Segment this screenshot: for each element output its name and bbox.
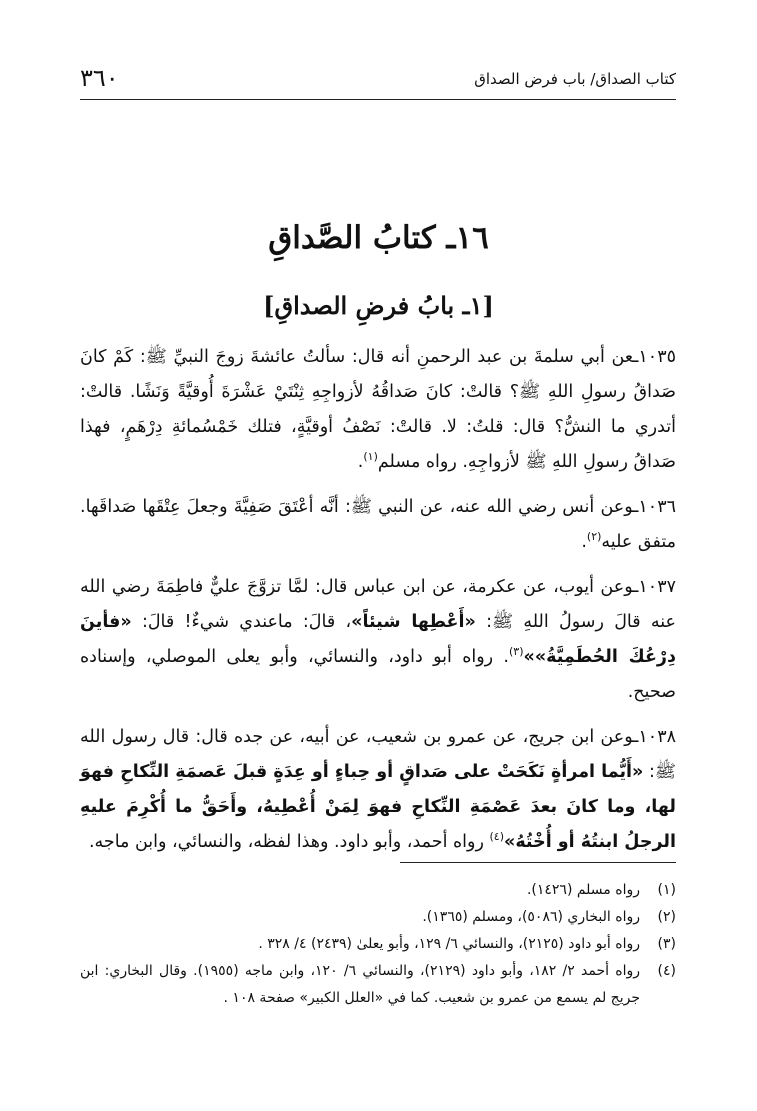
footnote-text: رواه مسلم (١٤٢٦). xyxy=(526,882,640,898)
hadith-text: وعن أيوب، عن عكرمة، عن ابن عباس قال: لمَّا تزوَّجَ عليٌّ فاطِمَةَ رضي الله عنه قالَ رسولُ اللهِ ﷺ: xyxy=(80,577,676,632)
footnote-ref: (٣) xyxy=(509,645,524,659)
page-header xyxy=(80,63,676,97)
footnotes xyxy=(80,877,676,1012)
chapter-title: ١٦ـ كتابُ الصَّداقِ xyxy=(268,220,489,256)
header-rule xyxy=(80,99,676,100)
prophetic-quote: «أَيُّما امرأةٍ نَكَحَتْ على صَداقٍ أو حِباءٍ أو عِدَةٍ قبلَ عَصمَةِ النِّكاحِ فهوَ لها، وما كانَ بعدَ عَصْمَةِ النِّكاحِ فهوَ لِمَنْ أُعْطِيهُ، وأَحَقُّ ما أُكْرِمَ عليهِ الرجلُ ابنتُهُ أو أُخْتُهُ» xyxy=(80,762,676,852)
hadith-text: . رواه أبو داود، والنسائي، وأبو يعلى الموصلي، وإسناده صحيح. xyxy=(80,647,676,702)
footnote-marker: (٤) xyxy=(657,963,676,979)
hadith-text: وعن أنس رضي الله عنه، عن النبي ﷺ: أنَّه أعْتَقَ صَفِيَّةَ وجعلَ عِتْقَها صَداقَها. متفق عليه xyxy=(80,497,676,552)
hadith-1037 xyxy=(80,570,676,710)
hadith-number: ١٠٣٨ـ xyxy=(633,727,676,747)
footnote-rule xyxy=(400,862,676,863)
hadith-1038 xyxy=(80,720,676,860)
footnote-ref: (٢) xyxy=(586,530,602,544)
footnote-text: رواه البخاري (٥٠٨٦)، ومسلم (١٣٦٥). xyxy=(422,909,640,925)
footnote-3 xyxy=(80,931,676,958)
footnote-ref: (١) xyxy=(363,450,378,464)
hadith-text: . xyxy=(357,452,364,472)
hadith-text: . xyxy=(581,532,587,552)
footnote-ref: (٤) xyxy=(489,830,505,844)
prophetic-quote: «فأينَ دِرْعُكَ الحُطَمِيَّةُ»» xyxy=(80,612,676,667)
hadith-number: ١٠٣٥ـ xyxy=(633,347,676,367)
running-title: كتاب الصداق/ باب فرض الصداق xyxy=(474,70,676,88)
footnote-1 xyxy=(80,877,676,904)
hadith-text: ، قالَ: ماعندي شيءٌ! قالَ: xyxy=(131,612,352,632)
hadith-text: وعن ابن جريج، عن عمرو بن شعيب، عن أبيه، عن جده قال: قال رسول الله ﷺ: xyxy=(80,727,676,782)
footnote-4 xyxy=(80,958,676,1012)
footnote-marker: (٣) xyxy=(657,936,676,952)
footnote-2 xyxy=(80,904,676,931)
hadith-text: رواه أحمد، وأبو داود. وهذا لفظه، والنسائي، وابن ماجه. xyxy=(88,832,490,852)
hadith-number: ١٠٣٧ـ xyxy=(633,577,676,597)
hadith-text: عن أبي سلمةَ بن عبد الرحمنِ أنه قال: سألتُ عائشةَ زوجَ النبيِّ ﷺ: كَمْ كانَ صَداقُ رسولِ اللهِ ﷺ؟ قالتْ: كانَ صَداقُهُ لأزواجِهِ ثِنْتَيْ عَشْرَةَ أُوقيَّةً وَنَشًا. قالتْ: أتدري ما النشُّ؟ قال: قلتُ: لا. قالتْ: نَصْفُ أوقيَّةٍ، فتلك خَمْسُمائةِ دِرْهَمٍ، فهذا صَداقُ رسولِ اللهِ ﷺ لأزواجِهِ. رواه مسلم xyxy=(80,347,676,472)
footnote-marker: (١) xyxy=(657,882,676,898)
prophetic-quote: «أَعْطِها شيئاً» xyxy=(351,612,476,632)
hadith-1036 xyxy=(80,490,676,560)
footnote-text: رواه أحمد ٢/ ١٨٢، وأبو داود (٢١٢٩)، والنسائي ٦/ ١٢٠، وابن ماجه (١٩٥٥). وقال البخاري: ابن جريج لم يسمع من عمرو بن شعيب. كما في «العلل الكبير» صفحة ١٠٨ . xyxy=(80,963,641,1006)
section-title: [١ـ بابُ فرضِ الصداقِ] xyxy=(263,291,494,320)
hadith-number: ١٠٣٦ـ xyxy=(633,497,676,517)
footnote-marker: (٢) xyxy=(657,909,676,925)
hadith-1035 xyxy=(80,340,676,480)
page-number: ٣٦٠ xyxy=(80,64,119,92)
footnote-text: رواه أبو داود (٢١٢٥)، والنسائي ٦/ ١٢٩، وأبو يعلىٰ (٢٤٣٩) ٤/ ٣٢٨ . xyxy=(258,936,640,952)
hadith-body xyxy=(80,340,676,870)
